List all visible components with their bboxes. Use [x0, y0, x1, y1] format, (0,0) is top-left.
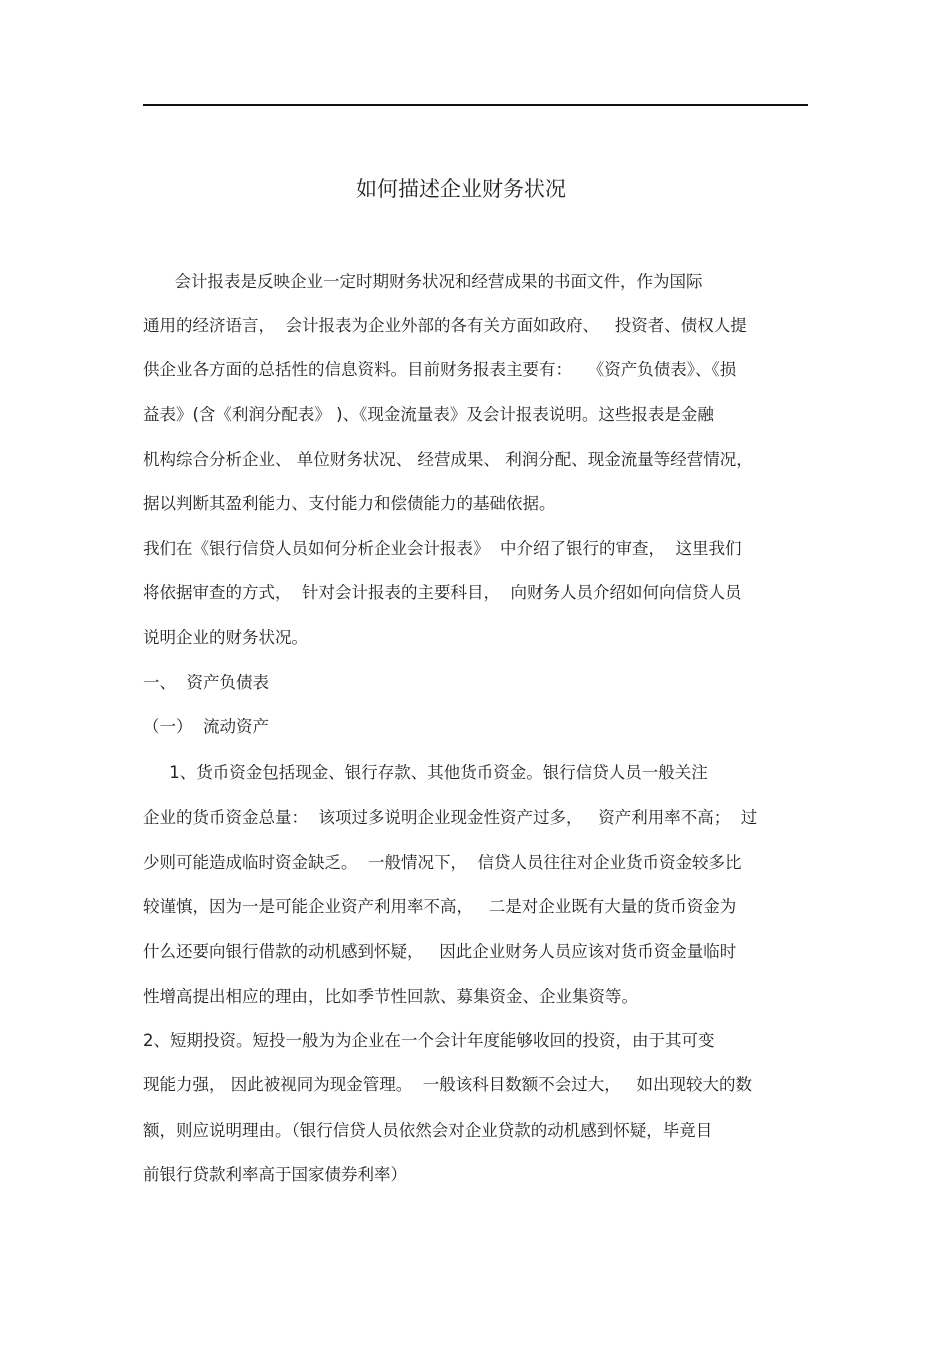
document-title: 如何描述企业财务状况	[356, 177, 566, 201]
body-line: 我们在《银行信贷人员如何分析企业会计报表》 中介绍了银行的审查， 这里我们	[143, 539, 742, 558]
body-line: 1、货币资金包括现金、银行存款、其他货币资金。银行信贷人员一般关注	[143, 763, 708, 782]
subsection-heading: （一） 流动资产	[143, 717, 269, 736]
body-line: 少则可能造成临时资金缺乏。 一般情况下， 信贷人员往往对企业货币资金较多比	[143, 853, 742, 872]
body-line: 企业的货币资金总量： 该项过多说明企业现金性资产过多， 资产利用率不高； 过	[143, 808, 758, 827]
body-line: 性增高提出相应的理由，比如季节性回款、募集资金、企业集资等。	[143, 987, 638, 1006]
body-line: 据以判断其盈利能力、支付能力和偿债能力的基础依据。	[143, 494, 556, 513]
body-line: 机构综合分析企业、 单位财务状况、 经营成果、 利润分配、现金流量等经营情况，	[143, 450, 753, 469]
body-line: 较谨慎，因为一是可能企业资产利用率不高， 二是对企业既有大量的货币资金为	[143, 897, 737, 916]
body-line: 现能力强， 因此被视同为现金管理。 一般该科目数额不会过大， 如出现较大的数	[143, 1075, 752, 1094]
body-line: 会计报表是反映企业一定时期财务状况和经营成果的书面文件，作为国际	[143, 272, 703, 291]
body-line: 通用的经济语言， 会计报表为企业外部的各有关方面如政府、 投资者、债权人提	[143, 316, 747, 335]
body-line: 供企业各方面的总括性的信息资料。目前财务报表主要有： 《资产负债表》、《损	[143, 360, 737, 379]
body-line: 益表》(含《利润分配表》 )、《现金流量表》及会计报表说明。这些报表是金融	[143, 405, 714, 424]
header-rule	[143, 104, 808, 106]
body-line: 将依据审查的方式， 针对会计报表的主要科目， 向财务人员介绍如何向信贷人员	[143, 583, 742, 602]
body-line: 前银行贷款利率高于国家债券利率）	[143, 1165, 407, 1184]
body-line: 说明企业的财务状况。	[143, 628, 308, 647]
body-line: 2、短期投资。短投一般为为企业在一个会计年度能够收回的投资，由于其可变	[143, 1031, 715, 1050]
body-line: 什么还要向银行借款的动机感到怀疑， 因此企业财务人员应该对货币资金量临时	[143, 942, 737, 961]
section-heading: 一、 资产负债表	[143, 673, 269, 692]
body-line: 额，则应说明理由。（银行信贷人员依然会对企业贷款的动机感到怀疑，毕竟目	[143, 1121, 713, 1140]
